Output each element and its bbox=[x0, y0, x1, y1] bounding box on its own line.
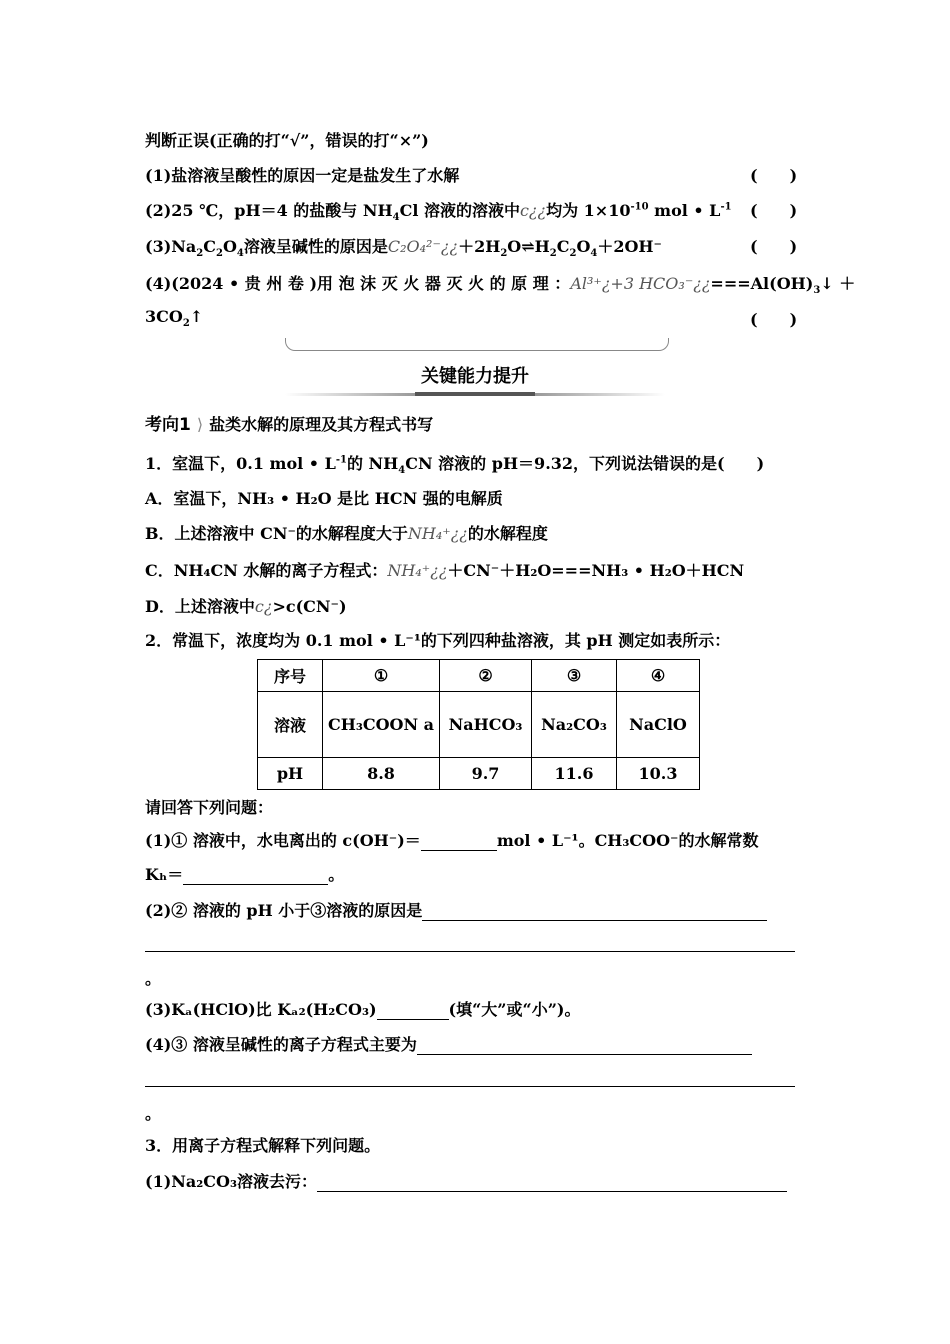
text: (2)② 溶液的 pH 小于③溶液的原因是 bbox=[145, 901, 423, 920]
q1-option-a[interactable]: A．室温下，NH₃ • H₂O 是比 HCN 强的电解质 bbox=[145, 489, 503, 508]
q2-sub1 bbox=[145, 828, 758, 851]
section-underline-accent bbox=[415, 392, 535, 396]
text: (填“大”或“小”)。 bbox=[448, 1000, 581, 1019]
text: 4 bbox=[590, 248, 598, 260]
text: -1 bbox=[720, 201, 732, 213]
q1-option-c[interactable] bbox=[145, 558, 744, 581]
text: 4 bbox=[398, 465, 406, 477]
table-header: pH bbox=[258, 758, 323, 790]
text: 2 bbox=[215, 248, 223, 260]
answer-blank[interactable] bbox=[417, 1038, 752, 1055]
text: 2 bbox=[500, 248, 508, 260]
answer-blank[interactable] bbox=[421, 834, 497, 851]
text: C．NH₄CN 水解的离子方程式： bbox=[145, 561, 388, 580]
text: mol • L bbox=[648, 201, 721, 220]
text: 2 bbox=[182, 318, 190, 330]
table-cell: 8.8 bbox=[323, 758, 440, 790]
table-header: 序号 bbox=[258, 660, 323, 692]
text: Kₕ＝ bbox=[145, 865, 184, 884]
q2-sub1-line2 bbox=[145, 862, 344, 885]
text: 4 bbox=[236, 248, 244, 260]
formula: C₂O₄²⁻¿¿ bbox=[387, 237, 459, 256]
q1-option-d[interactable] bbox=[145, 594, 347, 617]
text: 均为 1×10 bbox=[546, 201, 631, 220]
table-cell: 9.7 bbox=[440, 758, 532, 790]
q3-sub1 bbox=[145, 1169, 787, 1192]
answer-blank[interactable] bbox=[145, 1070, 795, 1087]
text: ===Al(OH) bbox=[710, 274, 814, 293]
text: 2 bbox=[569, 248, 577, 260]
text: ＋2OH⁻ bbox=[597, 237, 662, 256]
q2-sub4 bbox=[145, 1032, 752, 1055]
table-cell: Na₂CO₃ bbox=[532, 692, 617, 758]
q2-sub3 bbox=[145, 997, 581, 1020]
q2-prompt: 请回答下列问题： bbox=[145, 798, 274, 817]
text: C bbox=[203, 237, 216, 256]
formula: NH₄⁺¿¿ bbox=[407, 524, 468, 543]
table-cell: NaClO bbox=[617, 692, 700, 758]
text: 溶液呈碱性的原因是 bbox=[243, 237, 388, 256]
table-cell: 11.6 bbox=[532, 758, 617, 790]
answer-paren[interactable]: ( ) bbox=[750, 237, 798, 256]
q1-stem bbox=[145, 451, 764, 476]
text: Cl 溶液的溶液中 bbox=[399, 201, 520, 220]
q2-sub2 bbox=[145, 898, 767, 921]
q2-sub2-line2 bbox=[145, 933, 795, 952]
text: (4)(2024 • 贵 州 卷 )用 泡 沫 灭 火 器 灭 火 的 原 理 ： bbox=[145, 274, 571, 293]
text: O bbox=[222, 237, 237, 256]
table-cell: ④ bbox=[617, 660, 700, 692]
formula: c¿¿ bbox=[519, 201, 547, 220]
judge-item-4 bbox=[145, 271, 856, 297]
judge-item-3 bbox=[145, 234, 810, 259]
q3-stem: 3．用离子方程式解释下列问题。 bbox=[145, 1136, 381, 1155]
judge-item-4-line2 bbox=[145, 307, 810, 329]
answer-blank[interactable] bbox=[377, 1003, 449, 1020]
text: O⇌H bbox=[507, 237, 550, 256]
text: (1)① 溶液中，水电离出的 c(OH⁻)＝ bbox=[145, 831, 421, 850]
text: ＋CN⁻＋H₂O===NH₃ • H₂O＋HCN bbox=[447, 561, 745, 580]
text: D．上述溶液中 bbox=[145, 597, 255, 616]
q2-sub4-end: 。 bbox=[145, 1104, 162, 1123]
text: 1．室温下，0.1 mol • L bbox=[145, 454, 336, 473]
text: 2 bbox=[196, 248, 204, 260]
text: -1 bbox=[335, 454, 347, 466]
text: C bbox=[556, 237, 570, 256]
answer-paren[interactable]: ( ) bbox=[750, 310, 798, 329]
text: mol • L⁻¹。CH₃COO⁻的水解常数 bbox=[496, 831, 759, 850]
text: -10 bbox=[630, 201, 649, 213]
judge-item-1 bbox=[145, 163, 810, 186]
q2-sub4-line2 bbox=[145, 1068, 795, 1087]
judge-item-1-text: (1)盐溶液呈酸性的原因一定是盐发生了水解 bbox=[145, 166, 460, 185]
kaoxiang-heading bbox=[145, 410, 433, 435]
q2-sub2-end: 。 bbox=[145, 969, 162, 988]
table-cell: CH₃COON a bbox=[323, 692, 440, 758]
text: (2)25 ℃，pH＝4 的盐酸与 NH bbox=[145, 201, 393, 220]
section-title bbox=[285, 362, 665, 396]
formula: NH₄⁺¿¿ bbox=[387, 561, 448, 580]
text: O bbox=[576, 237, 591, 256]
divider: ⟩ bbox=[196, 415, 204, 434]
table-header: 溶液 bbox=[258, 692, 323, 758]
answer-blank[interactable] bbox=[145, 935, 795, 952]
text: 2 bbox=[549, 248, 557, 260]
kaoxiang-label: 考向1 bbox=[145, 415, 191, 435]
text: B．上述溶液中 CN⁻的水解程度大于 bbox=[145, 524, 408, 543]
kaoxiang-title: 盐类水解的原理及其方程式书写 bbox=[209, 415, 434, 434]
text: 3 bbox=[813, 285, 821, 297]
answer-paren[interactable]: ( ) bbox=[750, 166, 798, 185]
q1-option-b[interactable] bbox=[145, 521, 548, 544]
text: 3CO bbox=[145, 307, 183, 326]
section-frame bbox=[285, 338, 669, 351]
answer-blank[interactable] bbox=[183, 868, 328, 885]
table-cell: NaHCO₃ bbox=[440, 692, 532, 758]
text: 的 NH bbox=[346, 454, 399, 473]
text: (3)Kₐ(HClO)比 Kₐ₂(H₂CO₃) bbox=[145, 1000, 377, 1019]
answer-blank[interactable] bbox=[317, 1175, 787, 1192]
table-cell: ③ bbox=[532, 660, 617, 692]
answer-paren[interactable]: ( ) bbox=[750, 201, 798, 220]
formula: Al³⁺¿+3 HCO₃⁻¿¿ bbox=[570, 274, 711, 293]
text: ↓ ＋ bbox=[820, 274, 856, 293]
text: (3)Na bbox=[145, 237, 197, 256]
answer-blank[interactable] bbox=[422, 904, 767, 921]
q2-stem: 2．常温下，浓度均为 0.1 mol • L⁻¹的下列四种盐溶液，其 pH 测定如表所示： bbox=[145, 631, 731, 650]
judge-heading: 判断正误(正确的打“√”，错误的打“×”) bbox=[145, 131, 429, 150]
text: >c(CN⁻) bbox=[272, 597, 347, 616]
formula: c¿ bbox=[254, 597, 273, 616]
table-cell: ② bbox=[440, 660, 532, 692]
text: 的水解程度 bbox=[467, 524, 548, 543]
text: ＋2H bbox=[458, 237, 501, 256]
text: (1)Na₂CO₃溶液去污： bbox=[145, 1172, 317, 1191]
section-title-text: 关键能力提升 bbox=[421, 366, 529, 387]
text: ↑ bbox=[189, 307, 204, 326]
table-cell: 10.3 bbox=[617, 758, 700, 790]
text: 。 bbox=[328, 865, 345, 884]
text: 4 bbox=[392, 212, 400, 224]
text: CN 溶液的 pH＝9.32，下列说法错误的是( ) bbox=[405, 454, 765, 473]
judge-item-2 bbox=[145, 198, 810, 223]
table-cell: ① bbox=[323, 660, 440, 692]
text: (4)③ 溶液呈碱性的离子方程式主要为 bbox=[145, 1035, 417, 1054]
ph-table bbox=[257, 659, 700, 790]
